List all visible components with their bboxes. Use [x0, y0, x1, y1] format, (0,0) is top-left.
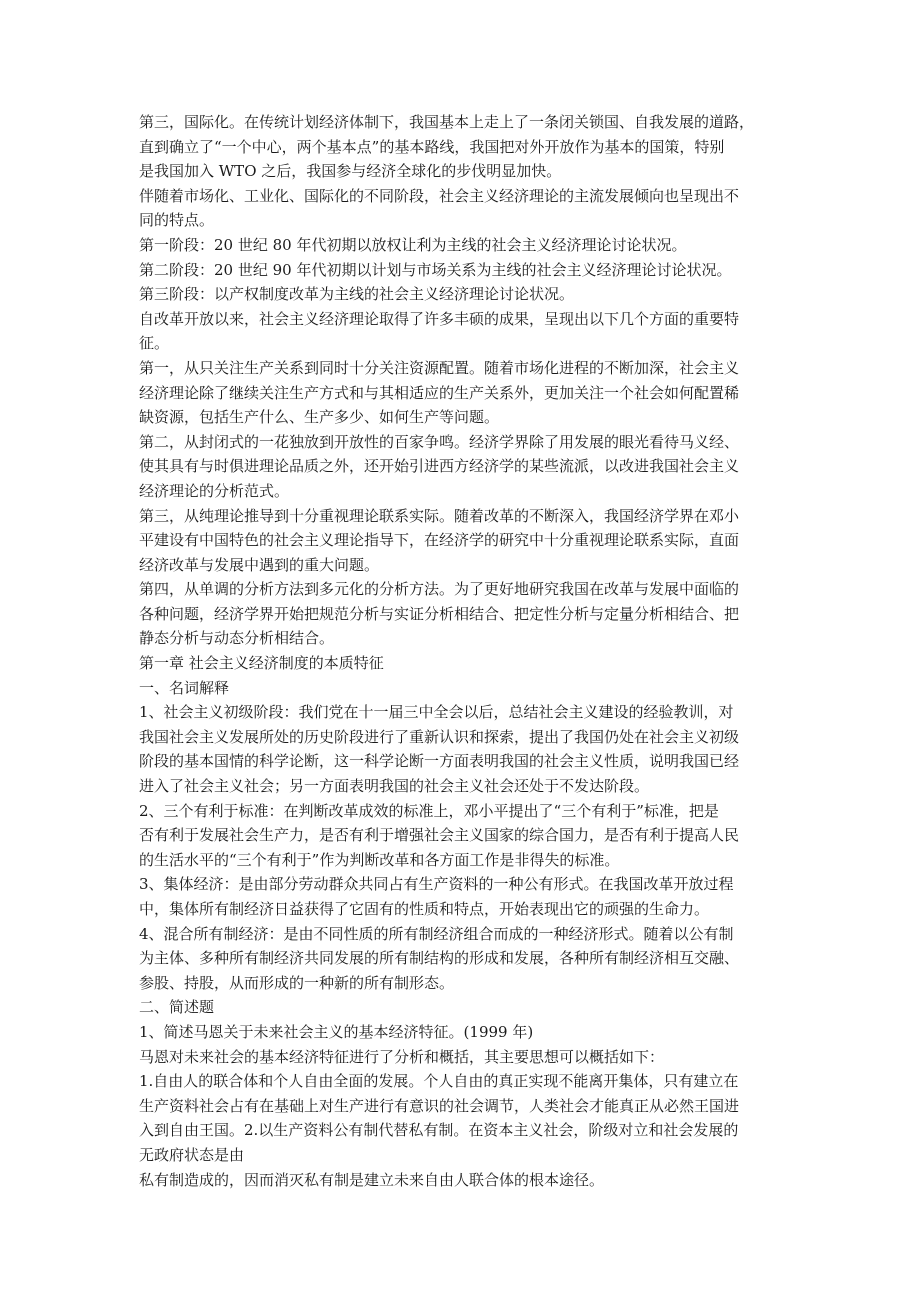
text-line: 同的特点。	[139, 211, 215, 230]
text-line: 征。	[139, 334, 170, 353]
question-line: 1、简述马恩关于未来社会主义的基本经济特征。(1999 年)	[139, 1022, 534, 1041]
text-line: 进入了社会主义社会；另一方面表明我国的社会主义社会还处于不发达阶段。	[139, 777, 650, 796]
text-line: 为主体、多种所有制经济共同发展的所有制结构的形成和发展，各种所有制经济相互交融、	[139, 949, 740, 968]
text-line: 4、混合所有制经济：是由不同性质的所有制经济组合而成的一种经济形式。随着以公有制	[139, 924, 734, 943]
text-line: 的生活水平的“三个有利于”作为判断改革和各方面工作是非得失的标准。	[139, 850, 620, 869]
text-line: 中，集体所有制经济日益获得了它固有的性质和特点，开始表现出它的顽强的生命力。	[139, 900, 710, 918]
text-line: 经济理论除了继续关注生产方式和与其相适应的生产关系外，更加关注一个社会如何配置稀	[139, 383, 740, 402]
text-line: 经济理论的分析范式。	[139, 481, 290, 500]
text-line: 第二阶段：20 世纪 90 年代初期以计划与市场关系为主线的社会主义经济理论讨论状况。	[139, 260, 732, 279]
text-line: 2、三个有利于标准：在判断改革成效的标准上，邓小平提出了“三个有利于”标准，把是	[139, 801, 719, 820]
text-line: 生产资料社会占有在基础上对生产进行有意识的社会调节，人类社会才能真正从必然王国进	[139, 1096, 740, 1115]
text-line: 第一阶段：20 世纪 80 年代初期以放权让利为主线的社会主义经济理论讨论状况。	[139, 235, 687, 254]
text-line: 第一，从只关注生产关系到同时十分关注资源配置。随着市场化进程的不断加深，社会主义	[139, 358, 740, 377]
text-line: 是我国加入 WTO 之后，我国参与经济全球化的步伐明显加快。	[139, 162, 562, 181]
text-line: 1.自由人的联合体和个人自由全面的发展。个人自由的真正实现不能离开集体，只有建立在	[139, 1072, 739, 1091]
text-line: 3、集体经济：是由部分劳动群众共同占有生产资料的一种公有形式。在我国改革开放过程	[139, 875, 734, 894]
text-line: 否有利于发展社会生产力，是否有利于增强社会主义国家的综合国力，是否有利于提高人民	[139, 826, 740, 845]
text-line: 第三阶段：以产权制度改革为主线的社会主义经济理论讨论状况。	[139, 285, 575, 304]
text-line: 第三，从纯理论推导到十分重视理论联系实际。随着改革的不断深入，我国经济学界在邓小	[139, 506, 740, 525]
text-line: 1、社会主义初级阶段：我们党在十一届三中全会以后，总结社会主义建设的经验教训，对	[139, 703, 734, 722]
text-line: 各种问题，经济学界开始把规范分析与实证分析相结合、把定性分析与定量分析相结合、把	[139, 604, 740, 623]
text-line: 缺资源，包括生产什么、生产多少、如何生产等问题。	[139, 408, 500, 427]
document-page	[139, 110, 785, 1192]
text-line: 平建设有中国特色的社会主义理论指导下，在经济学的研究中十分重视理论联系实际，直面	[139, 531, 740, 550]
text-line: 直到确立了“一个中心，两个基本点”的基本路线，我国把对外开放作为基本的国策，特别	[139, 137, 725, 156]
text-line: 伴随着市场化、工业化、国际化的不同阶段，社会主义经济理论的主流发展倾向也呈现出不	[139, 186, 740, 205]
text-line: 阶段的基本国情的科学论断，这一科学论断一方面表明我国的社会主义性质，说明我国已经	[139, 752, 740, 771]
text-line: 参股、持股，从而形成的一种新的所有制形态。	[139, 973, 455, 992]
text-line: 第四，从单调的分析方法到多元化的分析方法。为了更好地研究我国在改革与发展中面临的	[139, 580, 740, 599]
text-line: 私有制造成的，因而消灭私有制是建立未来自由人联合体的根本途径。	[139, 1170, 605, 1189]
text-line: 使其具有与时俱进理论品质之外，还开始引进西方经济学的某些流派，以改进我国社会主义	[139, 457, 740, 476]
text-line: 第三，国际化。在传统计划经济体制下，我国基本上走上了一条闭关锁国、自我发展的道路，	[139, 113, 755, 131]
text-line: 自改革开放以来，社会主义经济理论取得了许多丰硕的成果，呈现出以下几个方面的重要特	[139, 309, 740, 328]
section-heading: 一、名词解释	[139, 678, 230, 697]
text-line: 静态分析与动态分析相结合。	[139, 629, 335, 648]
section-heading: 二、简述题	[139, 998, 215, 1017]
text-line: 第二，从封闭式的一花独放到开放性的百家争鸣。经济学界除了用发展的眼光看待马义经、	[139, 432, 740, 451]
text-line: 我国社会主义发展所处的历史阶段进行了重新认识和探索，提出了我国仍处在社会主义初级	[139, 727, 740, 746]
text-line: 入到自由王国。2.以生产资料公有制代替私有制。在资本主义社会，阶级对立和社会发展的	[139, 1121, 739, 1140]
text-line: 经济改革与发展中遇到的重大问题。	[139, 555, 380, 574]
text-line: 无政府状态是由	[139, 1145, 245, 1164]
text-line: 马恩对未来社会的基本经济特征进行了分析和概括，其主要思想可以概括如下：	[139, 1047, 665, 1066]
chapter-heading: 第一章 社会主义经济制度的本质特征	[139, 654, 384, 673]
